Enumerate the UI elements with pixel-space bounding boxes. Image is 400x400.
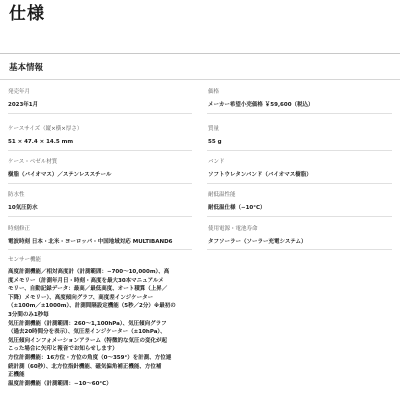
spec-sensor (0, 256, 200, 400)
spec-label: ケースサイズ（縦×横×厚さ） (8, 126, 83, 132)
row-divider (207, 216, 392, 217)
sensor-line: （過去20時間分を表示）、気圧差インジケーター（±10hPa）、 (8, 329, 166, 336)
spec-label: 時刻修正 (8, 226, 31, 232)
row-divider (8, 150, 192, 151)
section-title: 基本情報 (9, 63, 44, 73)
spec-label: 発売年月 (8, 89, 31, 95)
spec-label: 価格 (208, 89, 220, 95)
sensor-line: 3分間のみ1秒毎 (8, 311, 49, 318)
sensor-line: モリー、自動記録データ：最高／最低高度、オート積算（上昇／ (8, 286, 168, 293)
spec-value: 10気圧防水 (8, 205, 38, 211)
spec-value: 2023年1月 (8, 102, 39, 108)
sensor-line: 方位計測機能：16方位・方位の角度（0〜359°）を計測、方位連 (8, 354, 172, 361)
spec-low-temp (200, 191, 396, 227)
sensor-line: 続計測（60秒）、北方位指針機能、磁気偏角補正機能、方位補 (8, 363, 162, 370)
row-divider (8, 183, 192, 184)
spec-band (200, 158, 396, 194)
spec-water-resistance (0, 191, 196, 227)
row-divider (207, 113, 392, 114)
sensor-line: 度メモリー（計測年月日・時刻・高度を最大30本マニュアルメ (8, 277, 164, 284)
spec-value: 電波時刻 日本・北米・ヨーロッパ・中国地域対応 MULTIBAND6 (8, 239, 173, 245)
sensor-line: 高度計測機能／相対高度計（計測範囲：−700〜10,000m）、高 (8, 269, 170, 275)
row-divider (8, 113, 192, 114)
sensor-label: センサー機能 (8, 257, 42, 263)
section-divider (0, 79, 400, 80)
spec-value: 51 × 47.4 × 14.5 mm (8, 139, 74, 145)
sensor-line: こった場合に矢印と報音でお知らせします） (8, 346, 118, 353)
spec-label: 使用電源・電池寿命 (208, 226, 258, 232)
spec-label: ケース・ベゼル材質 (8, 159, 58, 165)
row-divider (207, 150, 392, 151)
spec-price (200, 88, 396, 124)
spec-value: ソフトウレタンバンド（バイオマス樹脂） (208, 172, 312, 178)
title-divider (0, 53, 400, 54)
sensor-line: 正機能 (8, 372, 25, 379)
sensor-line: （±100m／±1000m）、計測間隔設定機能（5秒／2分）※最初の (8, 303, 176, 310)
spec-label: 耐低温性能 (208, 192, 236, 198)
sensor-description (8, 268, 192, 388)
sensor-line: 温度計測機能（計測範囲：−10〜60°C） (8, 380, 112, 387)
row-divider (207, 183, 392, 184)
spec-release (0, 88, 196, 124)
page-title: 仕様 (9, 4, 45, 24)
spec-label: 防水性 (8, 192, 25, 198)
row-divider (8, 216, 192, 217)
row-divider (207, 249, 392, 250)
spec-value: 樹脂（バイオマス）／ステンレススチール (8, 172, 112, 178)
spec-value: 55 g (208, 139, 222, 145)
spec-label: 質量 (208, 126, 220, 132)
spec-value: メーカー希望小売価格 ￥59,600（税込） (208, 102, 314, 108)
sensor-line: 気圧傾向インフォメーションアラーム（特徴的な気圧の変化が起 (8, 337, 168, 344)
sensor-line: 下降）メモリー）、高度傾向グラフ、高度差インジケーター (8, 294, 154, 301)
spec-value: タフソーラー（ソーラー充電システム） (208, 239, 307, 245)
spec-weight (200, 125, 396, 161)
spec-case-size (0, 125, 196, 161)
spec-label: バンド (208, 159, 225, 165)
spec-case-material (0, 158, 196, 194)
sensor-line: 気圧計測機能（計測範囲：260〜1,100hPa）、気圧傾向グラフ (8, 320, 167, 327)
row-divider (8, 249, 192, 250)
spec-value: 耐低温仕様（−10°C） (208, 205, 266, 211)
spec-power (200, 225, 396, 261)
